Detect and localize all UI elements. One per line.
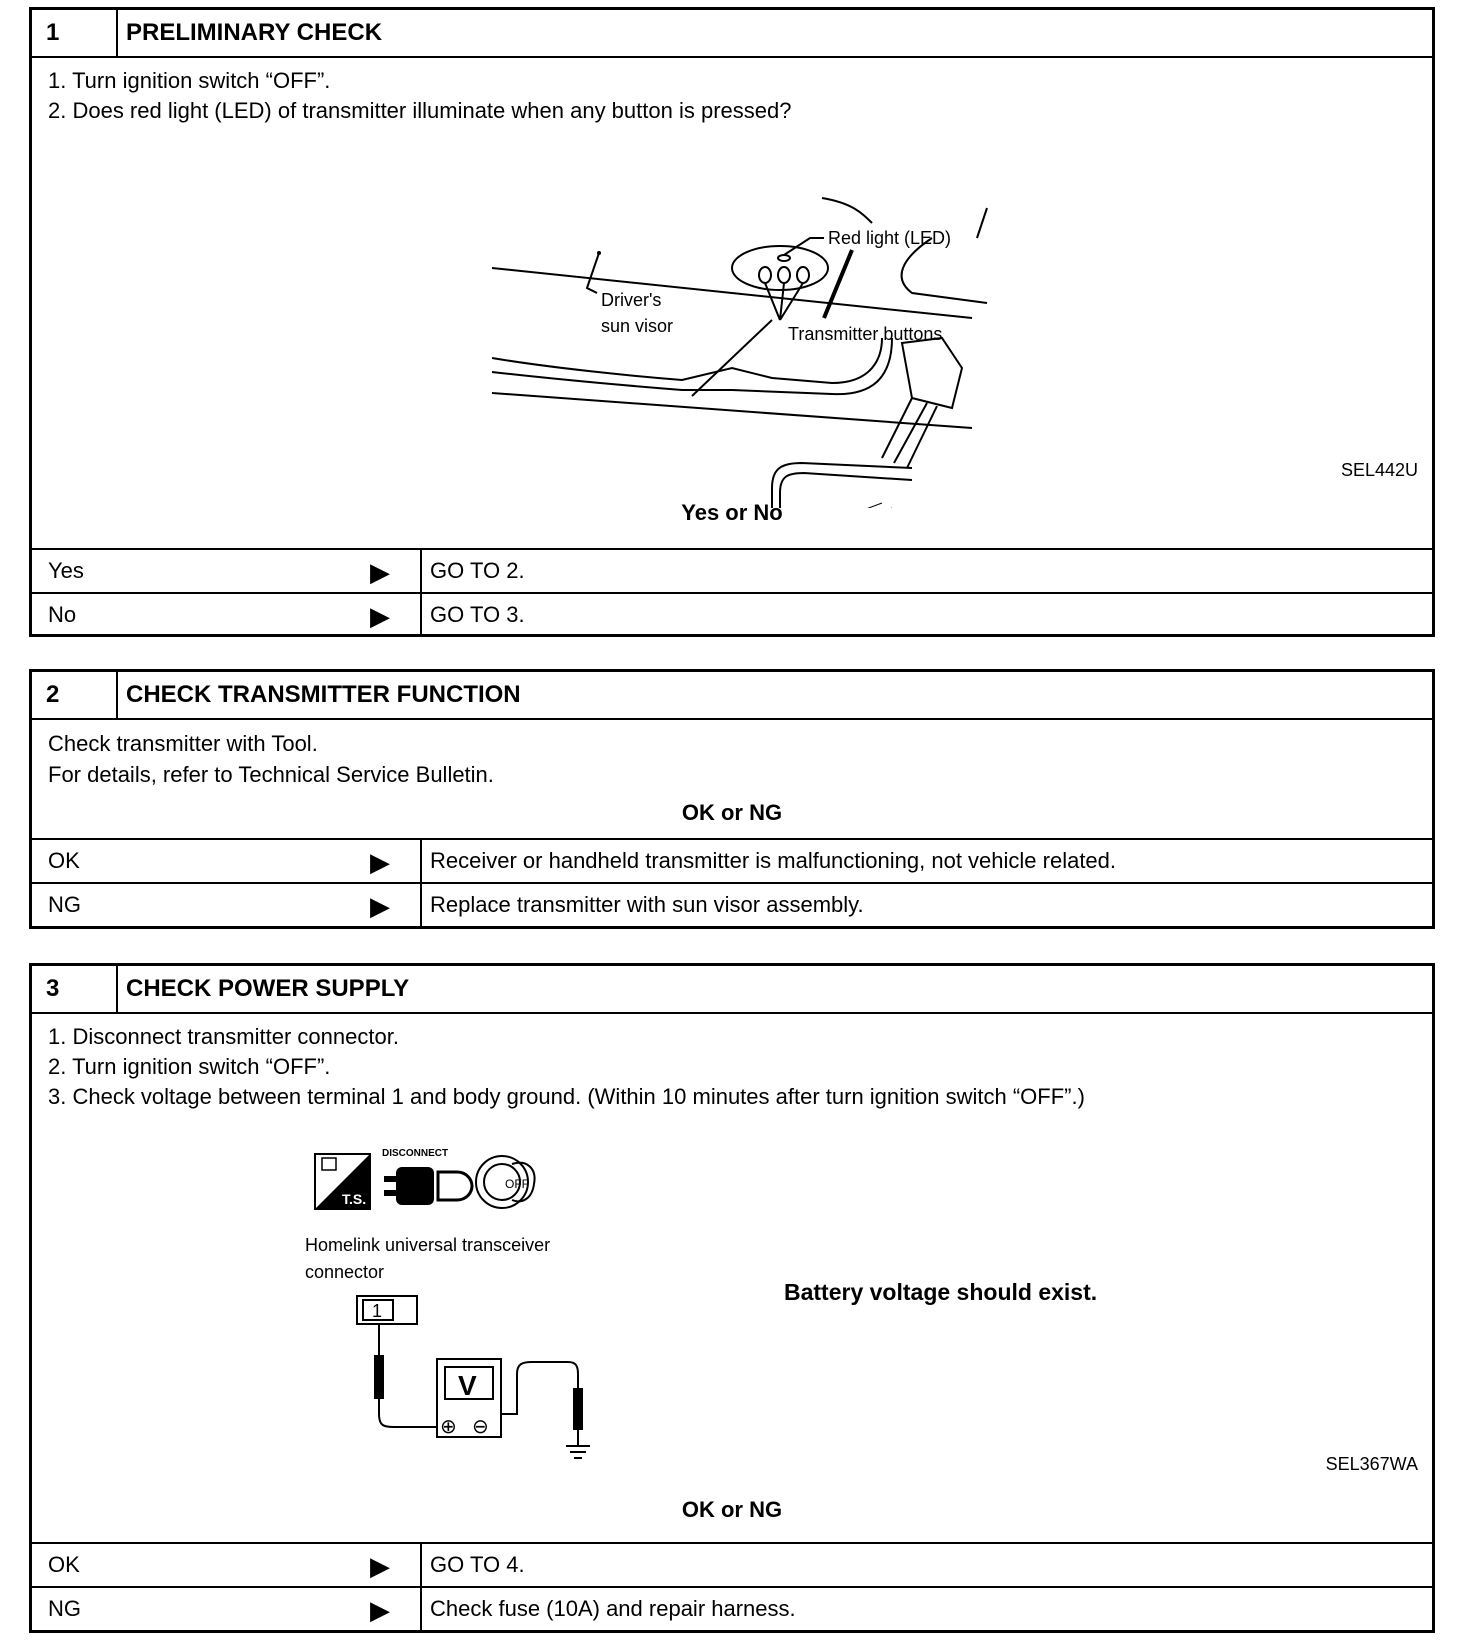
plus-terminal-icon: ⊕ (440, 1414, 457, 1438)
arrow-right-icon: ▶ (370, 847, 390, 877)
step-header (32, 672, 1432, 720)
result-action: GO TO 3. (430, 602, 525, 627)
voltage-check-figure (272, 1144, 872, 1474)
decision-question: OK or NG (681, 800, 783, 825)
answer-label: NG (48, 892, 81, 917)
decision-question: Yes or No (681, 500, 783, 525)
visor-label: sun visor (601, 316, 674, 336)
connector-label: Homelink universal transceiver (305, 1235, 551, 1255)
result-answer (32, 884, 422, 926)
result-action: GO TO 4. (430, 1552, 525, 1577)
answer-label: OK (48, 848, 80, 873)
result-answer (32, 1588, 422, 1630)
disconnect-label: DISCONNECT (382, 1148, 449, 1159)
result-row (32, 1542, 1432, 1586)
result-row (32, 592, 1432, 636)
minus-terminal-icon: ⊖ (472, 1414, 489, 1438)
step-1-box (29, 7, 1435, 637)
arrow-right-icon: ▶ (370, 601, 390, 631)
sun-visor-figure (32, 128, 1432, 508)
connector-icon (357, 1296, 417, 1324)
off-label: OFF (505, 1177, 529, 1191)
step-header (32, 10, 1432, 58)
step-number: 2 (32, 672, 118, 718)
visor-label: Driver's (601, 290, 662, 310)
instruction-text (32, 720, 1432, 790)
instruction-item: 1. Disconnect transmitter connector. (48, 1024, 399, 1049)
ts-label: T.S. (342, 1191, 367, 1207)
instruction-list (32, 58, 1432, 126)
red-light-label: Red light (LED) (828, 228, 952, 248)
instruction-line: Check transmitter with Tool. (48, 731, 318, 756)
figure-code: SEL442U (1340, 460, 1418, 480)
result-answer (32, 1544, 422, 1586)
instruction-item: 2. Turn ignition switch “OFF”. (48, 1054, 331, 1079)
instruction-line: For details, refer to Technical Service Bulletin. (48, 762, 494, 787)
connector-label: connector (305, 1262, 385, 1282)
disconnect-icon (384, 1167, 472, 1205)
instruction-list (32, 1014, 1432, 1112)
step-number: 3 (32, 966, 118, 1012)
result-row (32, 548, 1432, 592)
answer-label: OK (48, 1552, 80, 1577)
instruction-item: 3. Check voltage between terminal 1 and body ground. (Within 10 minutes after turn ignition switch “OFF”.) (48, 1084, 1085, 1109)
result-answer (32, 550, 422, 592)
result-action: Receiver or handheld transmitter is malfunctioning, not vehicle related. (430, 848, 1117, 873)
answer-label: Yes (48, 558, 84, 583)
result-action: Replace transmitter with sun visor assembly. (430, 892, 864, 917)
step-body (32, 58, 1432, 548)
instruction-item: 2. Does red light (LED) of transmitter illuminate when any button is pressed? (48, 98, 792, 123)
result-row (32, 838, 1432, 882)
step-body (32, 1014, 1432, 1542)
arrow-right-icon: ▶ (370, 557, 390, 587)
step-2-box (29, 669, 1435, 929)
step-title: PRELIMINARY CHECK (126, 19, 383, 46)
figure-code: SEL367WA (1325, 1454, 1418, 1474)
step-header (32, 966, 1432, 1014)
step-title: CHECK POWER SUPPLY (126, 975, 410, 1002)
arrow-right-icon: ▶ (370, 891, 390, 921)
result-row (32, 1586, 1432, 1630)
step-body (32, 720, 1432, 838)
arrow-right-icon: ▶ (370, 1595, 390, 1625)
arrow-right-icon: ▶ (370, 1551, 390, 1581)
step-3-box (29, 963, 1435, 1633)
spec-text: Battery voltage should exist. (784, 1279, 1098, 1305)
result-answer (32, 594, 422, 636)
result-action: GO TO 2. (430, 558, 525, 583)
step-title: CHECK TRANSMITTER FUNCTION (126, 681, 521, 708)
decision-question: OK or NG (681, 1497, 783, 1522)
result-action: Check fuse (10A) and repair harness. (430, 1596, 796, 1621)
buttons-label: Transmitter buttons (788, 324, 943, 344)
result-answer (32, 840, 422, 882)
instruction-item: 1. Turn ignition switch “OFF”. (48, 68, 331, 93)
answer-label: NG (48, 1596, 81, 1621)
step-number: 1 (32, 10, 118, 56)
meter-label: V (458, 1370, 477, 1401)
terminal-label: 1 (372, 1301, 383, 1321)
answer-label: No (48, 602, 77, 627)
result-row (32, 882, 1432, 926)
